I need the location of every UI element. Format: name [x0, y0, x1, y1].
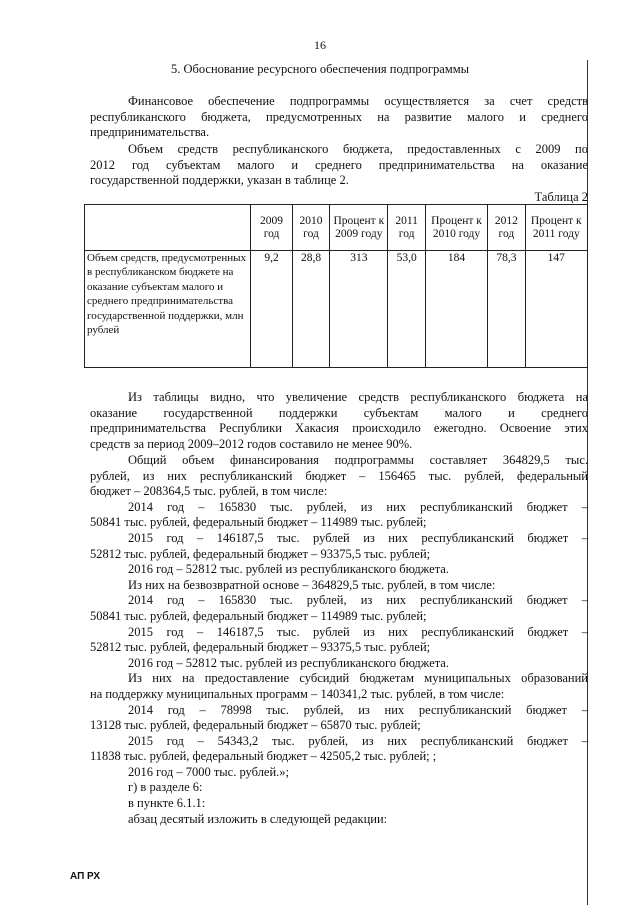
header-cell: Процент к 2011 году — [525, 205, 587, 251]
text-line: государственной поддержки, указан в таблице 2. — [90, 173, 349, 188]
value-cell: 9,2 — [251, 251, 293, 368]
paragraph-analysis — [90, 390, 588, 452]
header-cell: 2012 год — [488, 205, 525, 251]
value-cell: 147 — [525, 251, 587, 368]
text-line: 2016 год – 52812 тыс. рублей из республиканского бюджета. — [128, 655, 449, 670]
text-line: рублей, из них республиканский бюджет – 156465 тыс. рублей, федеральный — [90, 468, 588, 483]
value-cell: 28,8 — [292, 251, 329, 368]
value-cell: 184 — [425, 251, 487, 368]
text-line: 2015 год – 146187,5 тыс. рублей из них республиканский бюджет – — [128, 624, 588, 639]
text-line: предпринимательства. — [90, 125, 210, 140]
text-line: 2015 год – 54343,2 тыс. рублей, из них республиканский бюджет – — [128, 733, 588, 748]
value-cell: 78,3 — [488, 251, 525, 368]
text-line: в пункте 6.1.1: — [128, 796, 206, 811]
table-header-row — [85, 205, 588, 251]
header-cell: 2011 год — [388, 205, 425, 251]
text-line: 11838 тыс. рублей, федеральный бюджет – 42505,2 тыс. рублей; ; — [90, 749, 437, 764]
text-line: 52812 тыс. рублей, федеральный бюджет – 93375,5 тыс. рублей; — [90, 546, 431, 561]
section-heading: 5. Обоснование ресурсного обеспечения подпрограммы — [170, 62, 470, 76]
funding-table — [84, 204, 588, 368]
footer-stamp: АП РХ — [70, 871, 101, 882]
text-line: 13128 тыс. рублей, федеральный бюджет – 65870 тыс. рублей; — [90, 718, 421, 733]
text-line: абзац десятый изложить в следующей редакции: — [128, 811, 388, 826]
value-cell: 53,0 — [388, 251, 425, 368]
text-line: Из них на предоставление субсидий бюджетам муниципальных образований — [128, 671, 588, 686]
text-line: Общий объем финансирования подпрограммы составляет 364829,5 тыс. — [128, 453, 588, 467]
text-line: Из таблицы видно, что увеличение средств республиканского бюджета на — [128, 390, 588, 404]
text-line: оказание государственной поддержки субъектам малого и среднего — [90, 405, 588, 420]
text-line: предпринимательства Республики Хакасия происходило ежегодно. Освоение этих — [90, 421, 588, 436]
text-line: 2016 год – 7000 тыс. рублей.»; — [128, 764, 290, 779]
paragraph-total — [90, 453, 588, 827]
table-caption: Таблица 2 — [534, 190, 588, 204]
text-line: 50841 тыс. рублей, федеральный бюджет – 114989 тыс. рублей; — [90, 608, 427, 623]
text-line: Из них на безвозвратной основе – 364829,5 тыс. рублей, в том числе: — [128, 577, 496, 592]
text-line: г) в разделе 6: — [128, 780, 203, 795]
text-line: Финансовое обеспечение подпрограммы осуществляется за счет средств — [128, 94, 588, 108]
row-label-cell: Объем средств, предусмотренных в республиканском бюджете на оказание субъектам малого и среднего предпринимательства государственной поддержки, млн рублей — [85, 251, 251, 368]
text-line: средств за период 2009–2012 годов составило не менее 90%. — [90, 436, 413, 451]
paragraph-volume — [90, 142, 588, 189]
text-line: 52812 тыс. рублей, федеральный бюджет – 93375,5 тыс. рублей; — [90, 640, 431, 655]
text-line: 2014 год – 78998 тыс. рублей, из них республиканский бюджет – — [128, 702, 588, 717]
text-line: Объем средств республиканского бюджета, предоставленных с 2009 по — [128, 142, 588, 156]
text-line: на поддержку муниципальных программ – 140341,2 тыс. рублей, в том числе: — [90, 686, 505, 701]
header-cell — [85, 205, 251, 251]
value-cell: 313 — [330, 251, 388, 368]
page-number: 16 — [314, 38, 326, 52]
text-line: 2016 год – 52812 тыс. рублей из республиканского бюджета. — [128, 562, 449, 577]
text-line: 50841 тыс. рублей, федеральный бюджет – 114989 тыс. рублей; — [90, 515, 427, 530]
header-cell: Процент к 2010 году — [425, 205, 487, 251]
paragraph-funding — [90, 94, 588, 141]
table-row — [85, 251, 588, 368]
text-line: 2015 год – 146187,5 тыс. рублей из них республиканский бюджет – — [128, 530, 588, 545]
text-line: республиканского бюджета, предусмотренных на развитие малого и среднего — [90, 109, 588, 124]
header-cell: 2009 год — [251, 205, 293, 251]
header-cell: Процент к 2009 году — [330, 205, 388, 251]
text-line: 2014 год – 165830 тыс. рублей, из них республиканский бюджет – — [128, 593, 588, 608]
text-line: бюджет – 208364,5 тыс. рублей, в том числе: — [90, 484, 328, 499]
text-line: 2014 год – 165830 тыс. рублей, из них республиканский бюджет – — [128, 499, 588, 514]
text-line: 2012 год субъектам малого и среднего предпринимательства на оказание — [90, 157, 588, 172]
header-cell: 2010 год — [292, 205, 329, 251]
